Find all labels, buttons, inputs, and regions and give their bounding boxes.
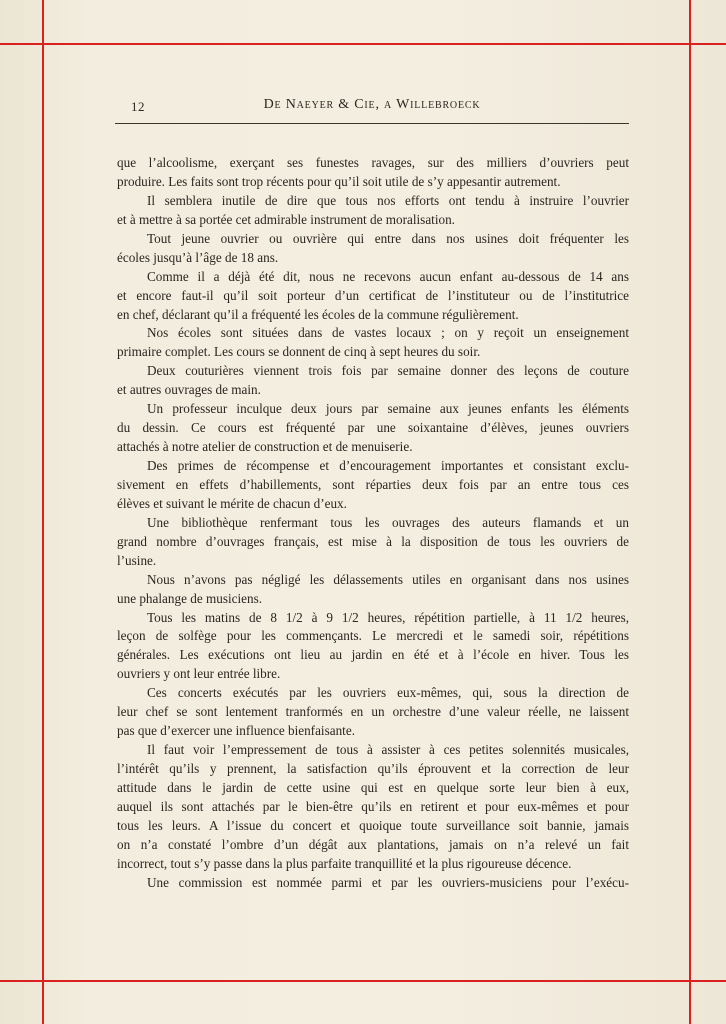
text-line: sivement en effets d’habillements, sont réparties deux fois par an entre tous ces xyxy=(117,476,629,492)
text-line: l’usine. xyxy=(117,552,157,568)
text-line: Nous n’avons pas négligé les délassements utiles en organisant dans nos usines xyxy=(147,571,629,587)
text-line: on n’a constaté l’ombre d’un dégât aux plantations, jamais on n’a relevé un fait xyxy=(117,836,629,852)
text-line: Des primes de récompense et d’encouragement importantes et consistant exclu- xyxy=(147,458,629,473)
text-line: grand nombre d’ouvrages français, est mise à la disposition de tous les ouvriers de xyxy=(117,533,629,549)
text-line: primaire complet. Les cours se donnent de cinq à sept heures du soir. xyxy=(117,344,481,360)
text-line: Une commission est nommée parmi et par les ouvriers-musiciens pour l’exécu- xyxy=(147,874,629,890)
text-line: que l’alcoolisme, exerçant ses funestes ravages, sur des milliers d’ouvriers peut xyxy=(117,155,629,170)
running-head: De Naeyer & Cie, a Willebroeck xyxy=(263,97,481,112)
frame-rule-bottom xyxy=(0,980,726,982)
page-number: 12 xyxy=(131,99,145,114)
text-line: générales. Les exécutions ont lieu au jardin en été et à l’école en hiver. Tous les xyxy=(117,647,629,663)
text-line: pas que d’exercer une influence bienfaisante. xyxy=(117,723,355,739)
frame-rule-right xyxy=(689,0,691,1024)
frame-rule-left xyxy=(42,0,44,1024)
text-line: Il semblera inutile de dire que tous nos efforts ont tendu à instruire l’ouvrier xyxy=(147,192,629,208)
text-line: et autres ouvrages de main. xyxy=(117,382,261,398)
text-line: incorrect, tout s’y passe dans la plus parfaite tranquillité et la plus rigoureuse décence. xyxy=(117,855,572,871)
text-line: Comme il a déjà été dit, nous ne recevons aucun enfant au-dessous de 14 ans xyxy=(147,268,629,284)
frame-rule-top xyxy=(0,43,726,45)
text-line: du dessin. Ce cours est fréquenté par une soixantaine d’élèves, jeunes ouvriers xyxy=(117,420,629,436)
text-line: Une bibliothèque renfermant tous les ouvrages des auteurs flamands et un xyxy=(147,514,629,530)
header-rule xyxy=(115,123,629,124)
text-line: Nos écoles sont situées dans de vastes locaux ; on y reçoit un enseignement xyxy=(147,325,629,341)
text-line: Ces concerts exécutés par les ouvriers eux-mêmes, qui, sous la direction de xyxy=(147,685,629,701)
text-line: leçon de solfège pour les commençants. Le mercredi et le samedi soir, répétitions xyxy=(117,628,629,644)
text-line: Tout jeune ouvrier ou ouvrière qui entre dans nos usines doit fréquenter les xyxy=(147,230,629,246)
text-line: Un professeur inculque deux jours par semaine aux jeunes enfants les éléments xyxy=(147,401,629,417)
text-line: auquel ils sont attachés par le bien-être qu’ils en retirent et pour eux-mêmes et pour xyxy=(117,798,629,814)
text-line: Tous les matins de 8 1/2 à 9 1/2 heures, répétition partielle, à 11 1/2 heures, xyxy=(147,609,629,625)
text-line: et encore faut-il qu’il soit porteur d’un certificat de l’instituteur ou de l’institutrice xyxy=(117,287,629,303)
text-line: Il faut voir l’empressement de tous à assister à ces petites solennités musicales, xyxy=(147,742,629,758)
text-line: attitude dans le jardin de cette usine qui est en quelque sorte leur bien à eux, xyxy=(117,779,629,795)
text-line: élèves et suivant le mérite de chacun d’eux. xyxy=(117,495,347,511)
text-line: ouvriers y ont leur entrée libre. xyxy=(117,666,281,682)
text-line: une phalange de musiciens. xyxy=(117,590,263,606)
text-line: l’intérêt qu’ils y prennent, la satisfaction qu’ils éprouvent et la correction de leur xyxy=(117,761,629,776)
text-line: leur chef se sont lentement tranformés en un orchestre d’une valeur réelle, ne laissent xyxy=(117,704,629,720)
text-line: Deux couturières viennent trois fois par semaine donner des leçons de couture xyxy=(147,363,629,379)
text-line: et à mettre à sa portée cet admirable instrument de moralisation. xyxy=(117,211,455,227)
text-line: tous les leurs. A l’issue du concert et quoique toute surveillance soit bannie, jamais xyxy=(117,817,629,833)
body-text xyxy=(117,154,629,893)
text-line: écoles jusqu’à l’âge de 18 ans. xyxy=(117,249,279,265)
page-header xyxy=(115,97,629,117)
text-line: attachés à notre atelier de construction et de menuiserie. xyxy=(117,439,413,455)
text-line: en chef, déclarant qu’il a fréquenté les écoles de la commune régulièrement. xyxy=(117,306,519,322)
text-line: produire. Les faits sont trop récents pour qu’il soit utile de s’y appesantir autrement. xyxy=(117,173,561,189)
